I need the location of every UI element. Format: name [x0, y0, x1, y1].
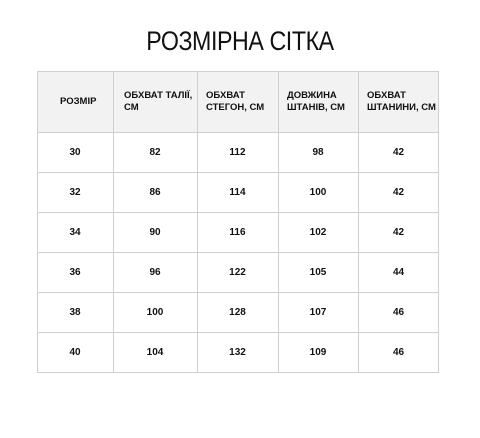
column-divider [358, 253, 359, 292]
column-header: ДОВЖИНА ШТАНІВ, СМ [279, 72, 359, 132]
column-divider [358, 333, 359, 372]
table-row [37, 253, 439, 293]
column-divider [197, 213, 198, 252]
table-cell: 122 [229, 267, 246, 278]
table-cell: 42 [392, 147, 405, 158]
table-row [37, 333, 439, 373]
table-row [37, 213, 439, 253]
table-cell: 30 [69, 147, 81, 158]
table-cell: 98 [312, 147, 324, 158]
column-divider [113, 173, 114, 212]
table-cell: 104 [146, 347, 164, 358]
column-divider [197, 133, 198, 172]
page-title: РОЗМІРНА СІТКА [146, 26, 334, 56]
table-cell: 109 [309, 347, 327, 358]
table-cell: 32 [69, 187, 81, 198]
table-cell: 46 [392, 307, 405, 318]
column-divider [358, 293, 359, 332]
table-body [37, 133, 439, 373]
table-header [37, 71, 439, 133]
column-header: РОЗМІР [38, 72, 114, 132]
column-divider [278, 133, 279, 172]
column-divider [113, 253, 114, 292]
column-divider [278, 213, 279, 252]
column-divider [113, 293, 114, 332]
table-cell: 114 [229, 187, 246, 198]
column-divider [197, 173, 198, 212]
table-row [37, 133, 439, 173]
column-divider [197, 333, 198, 372]
table-cell: 46 [392, 347, 405, 358]
table-cell: 42 [392, 227, 405, 238]
table-cell: 34 [69, 227, 81, 238]
table-cell: 112 [229, 147, 246, 158]
table-cell: 42 [392, 187, 405, 198]
column-divider [358, 173, 359, 212]
table-left-border [37, 133, 38, 373]
column-divider [278, 293, 279, 332]
table-cell: 132 [229, 347, 246, 358]
table-cell: 128 [229, 307, 246, 318]
table-cell: 96 [149, 267, 161, 278]
column-divider [358, 213, 359, 252]
column-header: ОБХВАТ СТЕГОН, СМ [198, 72, 279, 132]
table-right-border [438, 133, 439, 373]
table-cell: 36 [69, 267, 81, 278]
table-cell: 86 [149, 187, 161, 198]
size-table [37, 71, 439, 373]
table-cell: 82 [149, 147, 161, 158]
table-cell: 107 [309, 307, 327, 318]
table-cell: 90 [149, 227, 161, 238]
column-divider [113, 133, 114, 172]
table-cell: 100 [309, 187, 327, 198]
table-cell: 116 [229, 227, 246, 238]
column-divider [197, 293, 198, 332]
column-header: ОБХВАТ ШТАНИНИ, СМ [367, 90, 436, 113]
table-cell: 38 [69, 307, 81, 318]
column-divider [113, 333, 114, 372]
table-row [37, 173, 439, 213]
column-divider [197, 253, 198, 292]
table-cell: 102 [309, 227, 327, 238]
column-divider [358, 133, 359, 172]
column-header: ОБХВАТ ТАЛІЇ, СМ [114, 72, 198, 132]
column-divider [278, 333, 279, 372]
table-cell: 44 [392, 267, 405, 278]
column-divider [113, 213, 114, 252]
table-cell: 105 [309, 267, 327, 278]
table-row [37, 293, 439, 333]
table-cell: 40 [69, 347, 81, 358]
column-divider [278, 253, 279, 292]
column-divider [278, 173, 279, 212]
table-cell: 100 [146, 307, 164, 318]
